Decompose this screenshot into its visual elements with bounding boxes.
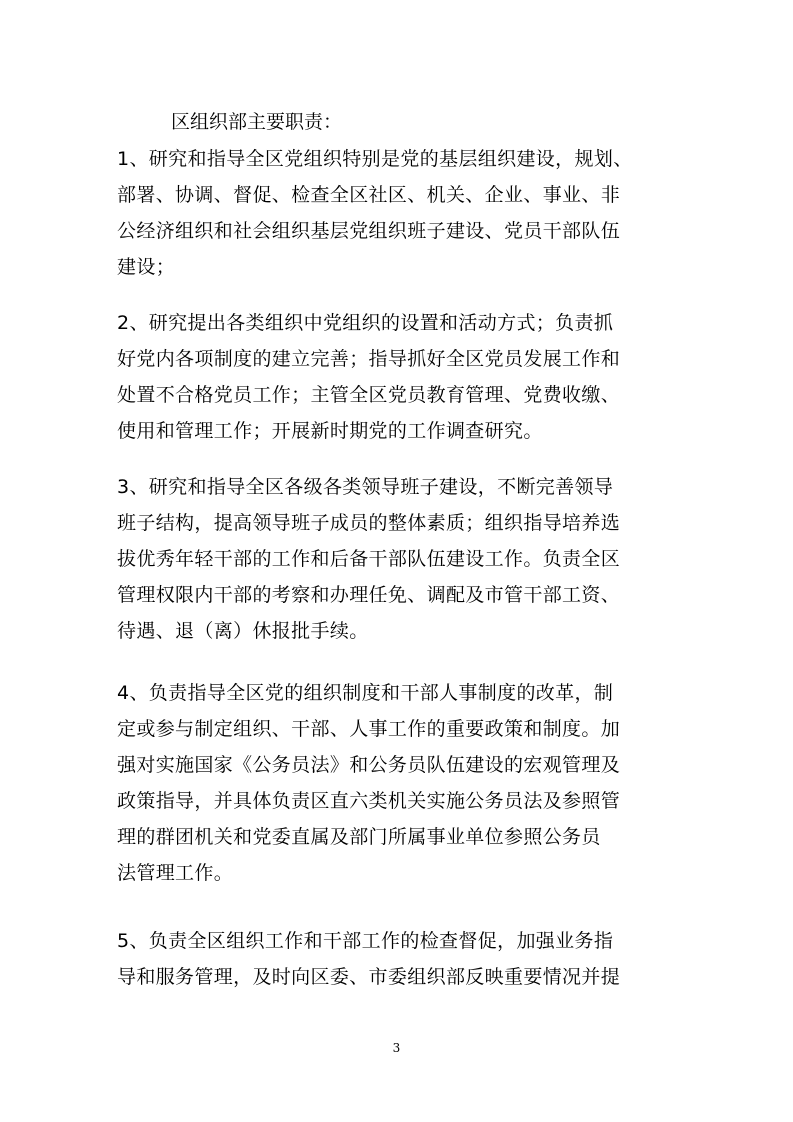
duty-paragraph-5 xyxy=(117,923,689,995)
duty-paragraph-2 xyxy=(117,305,689,449)
duty-paragraph-4 xyxy=(117,675,689,891)
text-line: 待遇、退（离）休报批手续。 xyxy=(117,620,369,642)
text-line: 建设； xyxy=(117,256,176,278)
page-number: 3 xyxy=(392,1041,401,1055)
text-line: 导和服务管理，及时向区委、市委组织部反映重要情况并提 xyxy=(117,966,621,988)
text-line: 理的群团机关和党委直属及部门所属事业单位参照公务员 xyxy=(117,826,601,848)
duty-paragraph-1 xyxy=(117,141,689,285)
text-line: 2、研究提出各类组织中党组织的设置和活动方式；负责抓 xyxy=(117,312,614,334)
text-line: 班子结构，提高领导班子成员的整体素质；组织指导培养选 xyxy=(117,512,621,534)
text-line: 4、负责指导全区党的组织制度和干部人事制度的改革，制 xyxy=(117,682,614,704)
text-line: 法管理工作。 xyxy=(117,862,234,884)
text-line: 管理权限内干部的考察和办理任免、调配及市管干部工资、 xyxy=(117,584,621,606)
text-line: 3、研究和指导全区各级各类领导班子建设，不断完善领导 xyxy=(117,476,614,498)
text-line: 好党内各项制度的建立完善；指导抓好全区党员发展工作和 xyxy=(117,348,621,370)
text-line: 1、研究和指导全区党组织特别是党的基层组织建设，规划、 xyxy=(117,148,633,170)
text-line: 使用和管理工作；开展新时期党的工作调查研究。 xyxy=(117,420,543,442)
text-line: 政策指导，并具体负责区直六类机关实施公务员法及参照管 xyxy=(117,790,621,812)
text-line: 处置不合格党员工作；主管全区党员教育管理、党费收缴、 xyxy=(117,384,621,406)
text-line: 定或参与制定组织、干部、人事工作的重要政策和制度。加 xyxy=(117,718,621,740)
section-heading: 区组织部主要职责： xyxy=(171,111,343,133)
text-line: 强对实施国家《公务员法》和公务员队伍建设的宏观管理及 xyxy=(117,754,621,776)
text-line: 拔优秀年轻干部的工作和后备干部队伍建设工作。负责全区 xyxy=(117,548,621,570)
text-line: 5、负责全区组织工作和干部工作的检查督促，加强业务指 xyxy=(117,930,614,952)
text-line: 公经济组织和社会组织基层党组织班子建设、党员干部队伍 xyxy=(117,220,621,242)
duty-paragraph-3 xyxy=(117,469,689,649)
text-line: 部署、协调、督促、检查全区社区、机关、企业、事业、非 xyxy=(117,184,621,206)
